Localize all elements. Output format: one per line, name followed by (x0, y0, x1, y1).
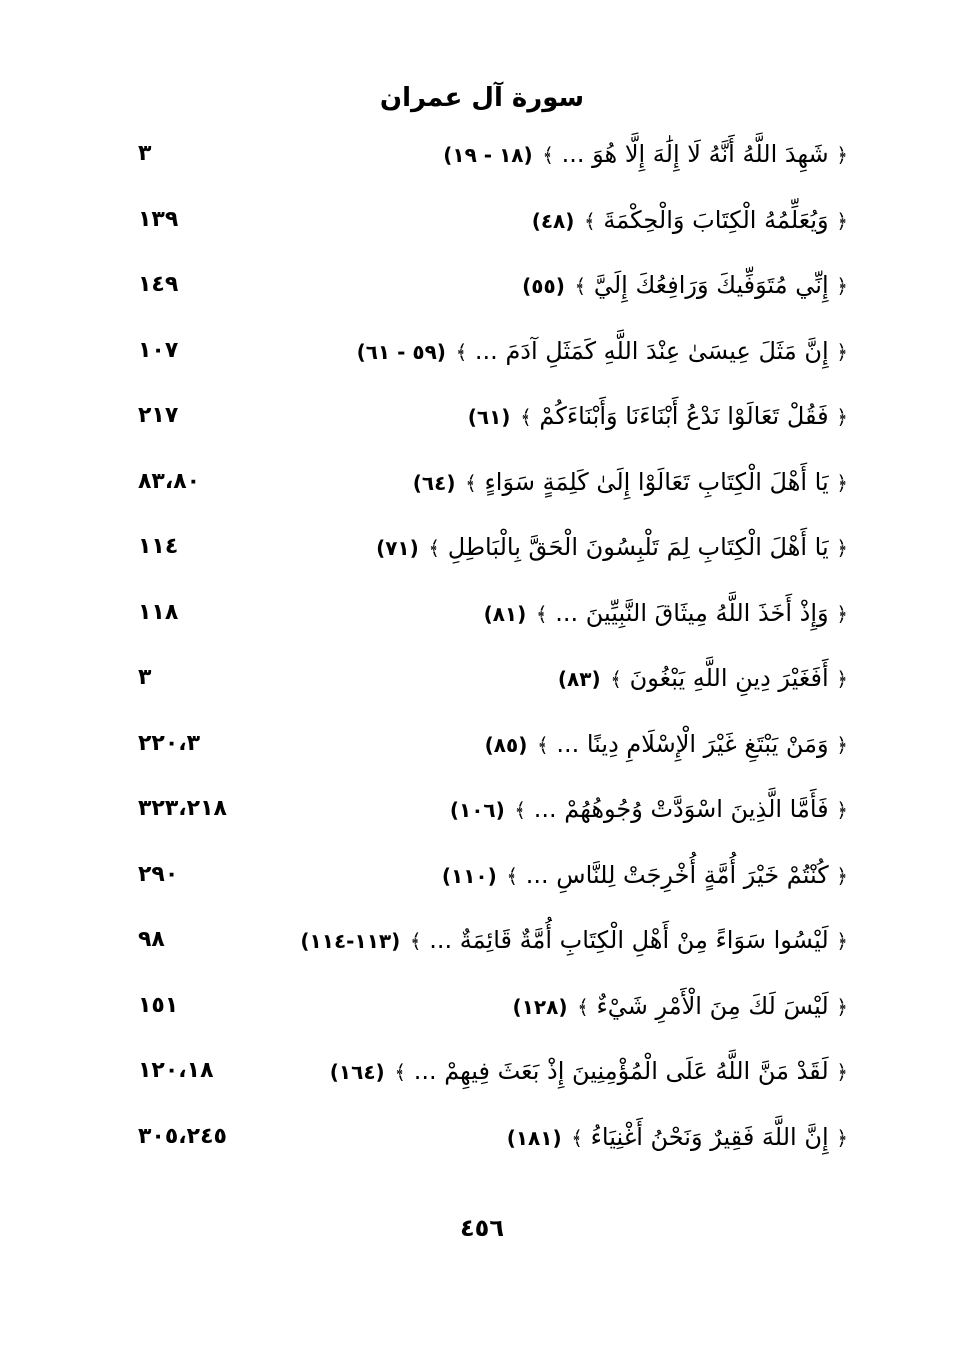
ornate-open-bracket-icon: ﴿ (836, 994, 848, 1019)
verse-number: (١٨ - ١٩) (443, 143, 533, 167)
verse-text: لَقَدْ مَنَّ اللَّهُ عَلَى الْمُؤْمِنِينَ إِذْ بَعَثَ فِيهِمْ ... (413, 1057, 829, 1085)
verse-text: لَيْسَ لَكَ مِنَ الْأَمْرِ شَيْءٌ (596, 991, 829, 1020)
verse-citation (520, 265, 848, 306)
verse-citation (441, 134, 848, 175)
list-item (0, 124, 964, 190)
verse-citation (355, 331, 848, 372)
ornate-close-bracket-icon: ﴾ (506, 863, 519, 888)
verse-number: (٨٥) (484, 732, 528, 757)
verse-citation (483, 724, 848, 765)
verse-number: (٥٩ - ٦١) (356, 339, 446, 364)
verse-number: (٦٤) (412, 470, 456, 495)
page-references: ٣ (138, 665, 152, 690)
ornate-close-bracket-icon: ﴾ (455, 339, 468, 364)
verse-citation (511, 986, 848, 1027)
ornate-open-bracket-icon: ﴿ (836, 929, 848, 953)
ornate-open-bracket-icon: ﴿ (836, 863, 848, 888)
ornate-close-bracket-icon: ﴾ (542, 143, 554, 167)
ornate-open-bracket-icon: ﴿ (836, 339, 848, 364)
verse-citation (556, 658, 848, 699)
verse-citation (440, 855, 848, 896)
ornate-open-bracket-icon: ﴿ (836, 798, 848, 822)
page-references: ٣٠٥،٢٤٥ (138, 1123, 227, 1149)
verse-text: أَفَغَيْرَ دِينِ اللَّهِ يَبْغُونَ (629, 664, 829, 692)
ornate-close-bracket-icon: ﴾ (428, 536, 441, 560)
verse-number: (٥٥) (522, 274, 565, 298)
page-number: ٤٥٦ (460, 1214, 504, 1242)
verse-number: (٨١) (483, 601, 527, 626)
verse-citation (448, 789, 848, 830)
page-references: ٢١٧ (138, 403, 179, 428)
list-item (0, 1041, 964, 1107)
list-item (0, 583, 964, 649)
verse-number: (١١٣-١١٤) (300, 929, 401, 953)
page-references: ٩٨ (138, 927, 165, 952)
verse-number: (١١٠) (441, 863, 497, 888)
verse-text: يَا أَهْلَ الْكِتَابِ تَعَالَوْا إِلَىٰ كَلِمَةٍ سَوَاءٍ (484, 467, 829, 496)
ornate-close-bracket-icon: ﴾ (409, 929, 422, 953)
page-references: ١٢٠،١٨ (138, 1058, 214, 1083)
ornate-close-bracket-icon: ﴾ (571, 1125, 583, 1150)
verse-text: وَمَنْ يَبْتَغِ غَيْرَ الْإِسْلَامِ دِينًا ... (556, 729, 829, 758)
list-item (0, 779, 964, 845)
verse-number: (٦١) (467, 405, 511, 429)
verse-text: وَإِذْ أَخَذَ اللَّهُ مِيثَاقَ النَّبِيِّينَ ... (555, 598, 829, 627)
page-references: ٢٢٠،٣ (138, 730, 201, 756)
verse-citation (328, 1051, 848, 1092)
list-item (0, 386, 964, 452)
ornate-close-bracket-icon: ﴾ (394, 1060, 407, 1084)
verse-index-list (0, 124, 964, 1172)
verse-citation (505, 1117, 848, 1158)
verse-number: (٧١) (376, 536, 419, 560)
verse-citation (482, 593, 848, 634)
ornate-close-bracket-icon: ﴾ (520, 405, 532, 429)
ornate-close-bracket-icon: ﴾ (536, 732, 549, 757)
verse-text: فَأَمَّا الَّذِينَ اسْوَدَّتْ وُجُوهُهُمْ ... (533, 795, 829, 823)
page-references: ١٤٩ (138, 272, 179, 297)
ornate-open-bracket-icon: ﴿ (836, 536, 848, 560)
page-references: ٣ (138, 141, 152, 166)
list-item (0, 452, 964, 518)
page-references: ١١٤ (138, 534, 179, 559)
list-item (0, 714, 964, 780)
page-references: ١٠٧ (138, 337, 179, 363)
ornate-close-bracket-icon: ﴾ (465, 470, 477, 495)
ornate-open-bracket-icon: ﴿ (836, 143, 848, 167)
list-item (0, 910, 964, 976)
list-item (0, 190, 964, 256)
list-item (0, 976, 964, 1042)
ornate-close-bracket-icon: ﴾ (577, 994, 589, 1019)
verse-text: إِنِّي مُتَوَفِّيكَ وَرَافِعُكَ إِلَيَّ (593, 271, 829, 299)
list-item (0, 517, 964, 583)
verse-text: كُنْتُمْ خَيْرَ أُمَّةٍ أُخْرِجَتْ لِلنَّاسِ ... (525, 860, 829, 889)
ornate-open-bracket-icon: ﴿ (836, 667, 848, 691)
ornate-close-bracket-icon: ﴾ (610, 667, 622, 691)
list-item (0, 1107, 964, 1173)
ornate-close-bracket-icon: ﴾ (574, 274, 587, 298)
ornate-open-bracket-icon: ﴿ (836, 601, 848, 626)
ornate-open-bracket-icon: ﴿ (836, 1125, 848, 1150)
verse-number: (١٢٨) (512, 994, 568, 1019)
verse-citation (530, 200, 848, 241)
verse-text: إِنَّ مَثَلَ عِيسَىٰ عِنْدَ اللَّهِ كَمَثَلِ آدَمَ ... (474, 336, 829, 365)
verse-text: شَهِدَ اللَّهُ أَنَّهُ لَا إِلَٰهَ إِلَّا هُوَ ... (561, 140, 829, 168)
list-item (0, 321, 964, 387)
page-references: ١٣٩ (138, 206, 179, 232)
verse-citation (411, 462, 848, 503)
verse-text: يَا أَهْلَ الْكِتَابِ لِمَ تَلْبِسُونَ الْحَقَّ بِالْبَاطِلِ (447, 533, 829, 561)
page-references: ٨٣،٨٠ (138, 468, 201, 494)
page-references: ١٥١ (138, 992, 179, 1018)
ornate-open-bracket-icon: ﴿ (836, 208, 848, 233)
ornate-close-bracket-icon: ﴾ (514, 798, 527, 822)
ornate-open-bracket-icon: ﴿ (836, 405, 848, 429)
verse-number: (١٠٦) (449, 798, 505, 822)
verse-text: لَيْسُوا سَوَاءً مِنْ أَهْلِ الْكِتَابِ أُمَّةٌ قَائِمَةٌ ... (429, 926, 829, 954)
page-references: ١١٨ (138, 599, 179, 625)
list-item (0, 255, 964, 321)
ornate-open-bracket-icon: ﴿ (836, 1060, 848, 1084)
page-title: سورة آل عمران (379, 83, 585, 113)
verse-text: وَيُعَلِّمُهُ الْكِتَابَ وَالْحِكْمَةَ (603, 205, 829, 234)
ornate-close-bracket-icon: ﴾ (535, 601, 548, 626)
verse-citation (374, 527, 848, 568)
ornate-close-bracket-icon: ﴾ (584, 208, 596, 233)
verse-number: (٤٨) (531, 208, 575, 233)
ornate-open-bracket-icon: ﴿ (836, 470, 848, 495)
list-item (0, 845, 964, 911)
verse-text: إِنَّ اللَّهَ فَقِيرٌ وَنَحْنُ أَغْنِيَاءُ (590, 1122, 829, 1151)
ornate-open-bracket-icon: ﴿ (836, 274, 848, 298)
verse-citation (466, 396, 848, 437)
page-references: ٣٢٣،٢١٨ (138, 796, 227, 821)
verse-number: (٨٣) (557, 667, 601, 691)
page-references: ٢٩٠ (138, 861, 179, 887)
verse-number: (١٨١) (506, 1125, 562, 1150)
verse-citation (298, 920, 848, 961)
list-item (0, 648, 964, 714)
verse-number: (١٦٤) (329, 1060, 385, 1084)
verse-text: فَقُلْ تَعَالَوْا نَدْعُ أَبْنَاءَنَا وَأَبْنَاءَكُمْ (539, 402, 829, 430)
ornate-open-bracket-icon: ﴿ (836, 732, 848, 757)
